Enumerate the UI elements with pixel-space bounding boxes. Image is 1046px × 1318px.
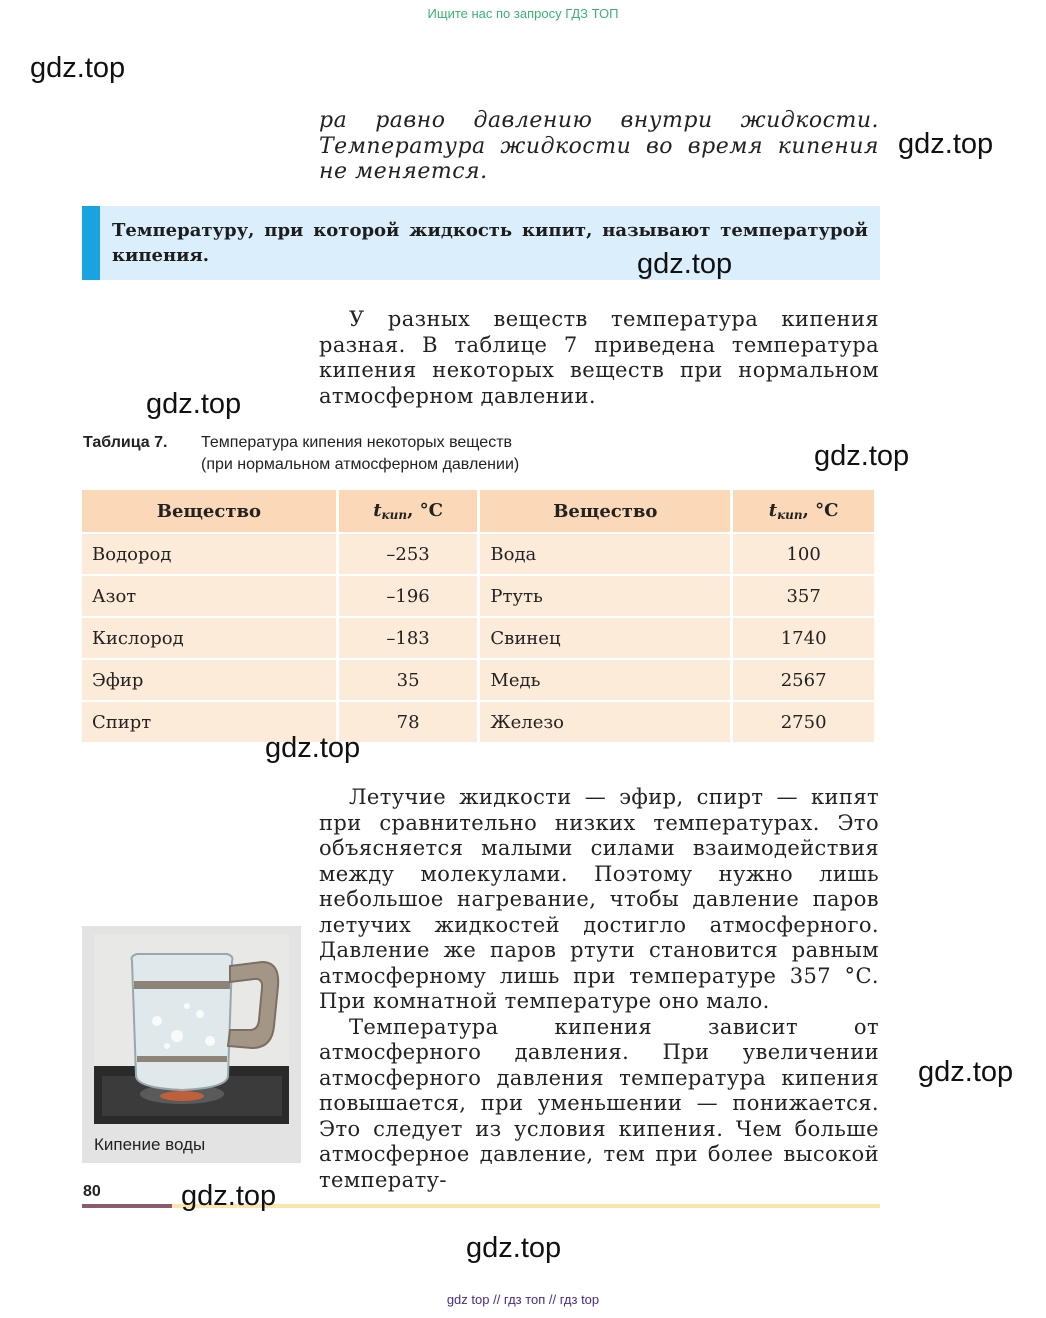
substance-cell: Медь: [480, 660, 730, 700]
temp-cell: 100: [733, 534, 874, 574]
boiling-water-photo: [82, 926, 301, 1131]
table-row: [82, 534, 874, 574]
temp-cell: –253: [339, 534, 478, 574]
boiling-table: [79, 488, 877, 744]
boiling-water-photo-card: [82, 926, 301, 1163]
definition-text: Температуру, при которой жидкость кипит, называют температурой кипения.: [112, 220, 868, 266]
intro-paragraph: У разных веществ температура кипения разная. В таблице 7 приведена температура кипения некоторых веществ при нормальном атмосферном давлении.: [319, 307, 879, 408]
main-text-block: [319, 785, 879, 1193]
temp-subscript: кип: [381, 508, 408, 522]
temp-unit: , °C: [802, 500, 839, 521]
footer-rule: [172, 1204, 880, 1208]
substance-cell: Ртуть: [480, 576, 730, 616]
temp-cell: 357: [733, 576, 874, 616]
temp-subscript: кип: [777, 508, 803, 522]
substance-cell: Азот: [82, 576, 336, 616]
temp-cell: –183: [339, 618, 478, 658]
volatile-paragraph: Летучие жидкости — эфир, спирт — кипят при сравнительно низких температурах. Это объясняется малыми силами взаимодействия между молекулами. Поэтому нужно лишь небольшое нагревание, чтобы давление паров летучих жидкостей достигло атмосферного. Давление же паров ртути становится равным атмосферному лишь при температуре 357 °С. При комнатной температуре оно мало.: [319, 785, 879, 1013]
substance-cell: Кислород: [82, 618, 336, 658]
substance-cell: Вода: [480, 534, 730, 574]
table-header-row: [82, 490, 874, 532]
footer-rule-accent: [82, 1204, 172, 1208]
temp-cell: 1740: [733, 618, 874, 658]
watermark: gdz.top: [265, 732, 361, 764]
watermark: gdz.top: [898, 128, 994, 160]
watermark: gdz.top: [30, 52, 126, 84]
watermark: gdz.top: [181, 1180, 277, 1212]
header-temp-right: [733, 490, 874, 532]
temp-symbol: t: [768, 500, 778, 521]
bottom-links[interactable]: gdz top // гдз топ // гдз top: [446, 1292, 600, 1307]
watermark: gdz.top: [918, 1056, 1014, 1088]
table-caption: [83, 432, 621, 476]
table-row: [82, 660, 874, 700]
intro-paragraph-block: [319, 307, 879, 409]
substance-cell: Водород: [82, 534, 336, 574]
header-substance-right: Вещество: [480, 490, 730, 532]
substance-cell: Эфир: [82, 660, 336, 700]
photo-caption: Кипение воды: [94, 1135, 206, 1154]
watermark: gdz.top: [814, 440, 910, 472]
header-temp-left: [339, 490, 478, 532]
table-caption-line2: (при нормальном атмосферном давлении): [201, 456, 520, 473]
substance-cell: Спирт: [82, 702, 336, 742]
temp-cell: –196: [339, 576, 478, 616]
temp-cell: 2567: [733, 660, 874, 700]
watermark: gdz.top: [146, 388, 242, 420]
definition-box: [82, 206, 880, 280]
substance-cell: Свинец: [480, 618, 730, 658]
temp-cell: 2750: [733, 702, 874, 742]
table-row: [82, 618, 874, 658]
table-row: [82, 702, 874, 742]
substance-cell: Железо: [480, 702, 730, 742]
page-number: 80: [83, 1183, 101, 1200]
table-caption-number: Таблица 7.: [83, 434, 168, 451]
temp-cell: 35: [339, 660, 478, 700]
temp-symbol: t: [373, 500, 382, 521]
table-caption-line1: Температура кипения некоторых веществ: [201, 434, 513, 451]
italic-paragraph: ра равно давлению внутри жидкости. Температура жидкости во время кипения не меняется.: [319, 108, 879, 184]
watermark: gdz.top: [466, 1232, 562, 1264]
temp-unit: , °C: [407, 500, 443, 521]
top-banner[interactable]: Ищите нас по запросу ГДЗ ТОП: [427, 6, 619, 21]
temp-cell: 78: [339, 702, 478, 742]
table-row: [82, 576, 874, 616]
pressure-paragraph: Температура кипения зависит от атмосферного давления. При увеличении атмосферного давления температура кипения повышается, при уменьшении — понижается. Это следует из условия кипения. Чем больше атмосферное давление, тем при более высокой температу-: [319, 1014, 879, 1192]
watermark: gdz.top: [637, 248, 733, 280]
header-substance-left: Вещество: [82, 490, 336, 532]
